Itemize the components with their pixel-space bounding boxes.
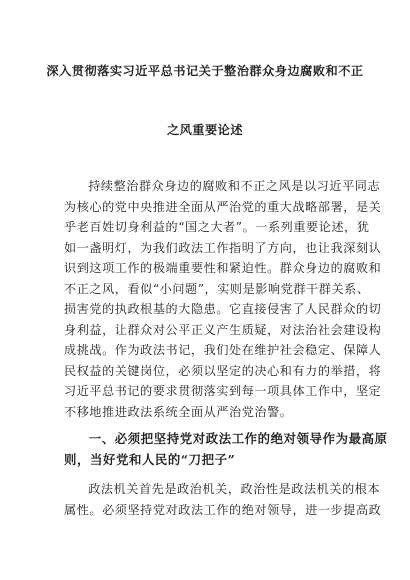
paragraph-line: 损害党的执政根基的大隐患。它直接侵害了人民群众的切 xyxy=(64,302,382,316)
paragraph-line: 不移地推进政法系统全面从严治党治警。 xyxy=(64,404,293,419)
paragraph-line: 如一盏明灯，为我们政法工作指明了方向，也让我深刻认 xyxy=(64,240,382,255)
paragraph-line: 乎老百姓切身利益的“国之大者”。一系列重要论述，犹 xyxy=(64,220,370,234)
paragraph-line: 不正之风，看似“小问题”，实则是影响党群干群关系、 xyxy=(64,281,370,296)
body-paragraph-2 xyxy=(64,479,382,520)
paragraph-line: 识到这项工作的极端重要性和紧迫性。群众身边的腐败和 xyxy=(64,261,382,275)
paragraph-line: 持续整治群众身边的腐败和不正之风是以习近平同志 xyxy=(88,179,381,193)
body-paragraph-1 xyxy=(64,176,382,422)
document-title-line-2: 之风重要论述 xyxy=(166,123,244,137)
paragraph-line: 成挑战。作为政法书记，我们处在维护社会稳定、保障人 xyxy=(64,343,382,357)
document-title-line-1: 深入贯彻落实习近平总书记关于整治群众身边腐败和不正 xyxy=(46,64,364,78)
paragraph-line: 为核心的党中央推进全面从严治党的重大战略部署，是关 xyxy=(64,199,382,214)
paragraph-line: 政法机关首先是政治机关，政治性是政法机关的根本 xyxy=(88,482,381,496)
section-heading-1 xyxy=(64,429,388,470)
heading-line: 一、必须把坚持党对政法工作的绝对领导作为最高原 xyxy=(88,431,388,446)
paragraph-line: 民权益的关键岗位，必须以坚定的决心和有力的举措，将 xyxy=(64,363,382,378)
paragraph-line: 习近平总书记的要求贯彻落实到每一项具体工作中，坚定 xyxy=(64,384,382,398)
paragraph-line: 属性。必须坚持党对政法工作的绝对领导，进一步提高政 xyxy=(64,502,382,517)
paragraph-line: 身利益，让群众对公平正义产生质疑，对法治社会建设构 xyxy=(64,322,382,337)
heading-line: 则，当好党和人民的“刀把子” xyxy=(64,451,236,467)
